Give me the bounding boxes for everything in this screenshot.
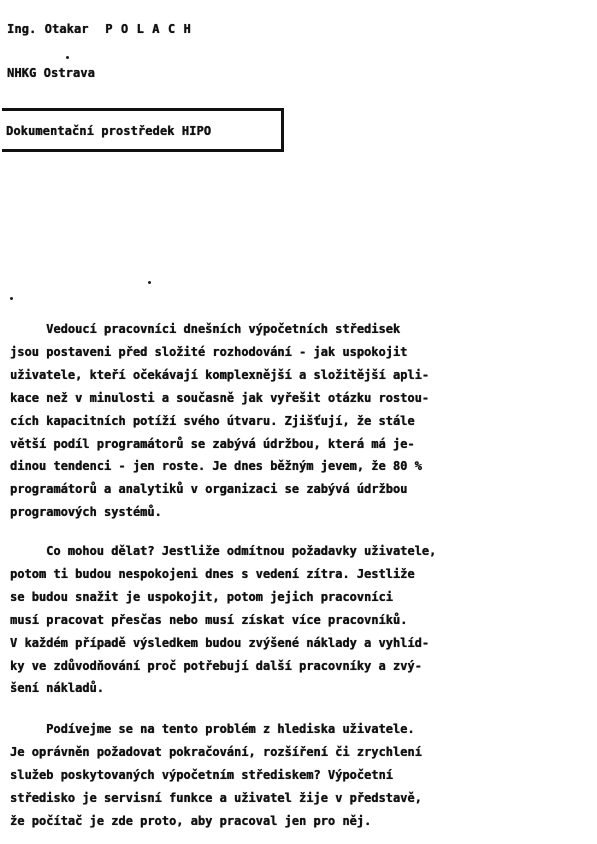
text-line: že počítač je zde proto, aby pracoval jen pro něj.: [10, 813, 372, 828]
author-name: Ing. Otakar P O L A C H: [7, 22, 191, 36]
text-line: středisko je servisní funkce a uživatel žije v představě,: [10, 790, 422, 805]
text-line: cích kapacitních potíží svého útvaru. Zjišťují, že stále: [10, 413, 415, 428]
text-line: ky ve zdůvodňování proč potřebují další pracovníky a zvý-: [10, 658, 422, 673]
text-line: služeb poskytovaných výpočetním střediskem? Výpočetní: [10, 767, 393, 782]
text-line: Vedoucí pracovníci dnešních výpočetních středisek: [10, 322, 401, 336]
text-line: šení nákladů.: [10, 681, 104, 696]
speck-mark: [66, 56, 69, 59]
text-line: potom ti budou nespokojeni dnes s vedení zítra. Jestliže: [10, 566, 415, 581]
text-line: jsou postaveni před složité rozhodování - jak uspokojit: [10, 344, 408, 359]
text-line: programátorů a analytiků v organizaci se zabývá údržbou: [10, 482, 408, 497]
text-line: Co mohou dělat? Jestliže odmítnou požadavky uživatele,: [10, 544, 437, 558]
paragraph-1: [10, 318, 429, 524]
organization-name: NHKG Ostrava: [7, 66, 95, 80]
text-line: uživatele, kteří očekávají komplexnější a složitější apli-: [10, 367, 430, 382]
speck-mark: [148, 281, 151, 284]
paragraph-3: [10, 718, 422, 833]
text-line: se budou snažit je uspokojit, potom jejich pracovníci: [10, 589, 393, 604]
text-line: programových systémů.: [10, 505, 162, 520]
text-line: dinou tendenci - jen roste. Je dnes běžným jevem, že 80 %: [10, 459, 422, 474]
text-line: Podívejme se na tento problém z hlediska uživatele.: [10, 722, 415, 736]
text-line: musí pracovat přesčas nebo musí získat více pracovníků.: [10, 612, 408, 627]
text-line: V každém případě výsledkem budou zvýšené náklady a vyhlíd-: [10, 635, 430, 650]
text-line: větší podíl programátorů se zabývá údržbou, která má je-: [10, 436, 415, 451]
text-line: Je oprávněn požadovat pokračování, rozšíření či zrychlení: [10, 744, 422, 759]
paragraph-2: [10, 540, 436, 700]
speck-mark: [10, 297, 13, 300]
text-line: kace než v minulosti a současně jak vyřešit otázku rostou-: [10, 390, 430, 405]
document-title: Dokumentační prostředek HIPO: [6, 124, 212, 138]
